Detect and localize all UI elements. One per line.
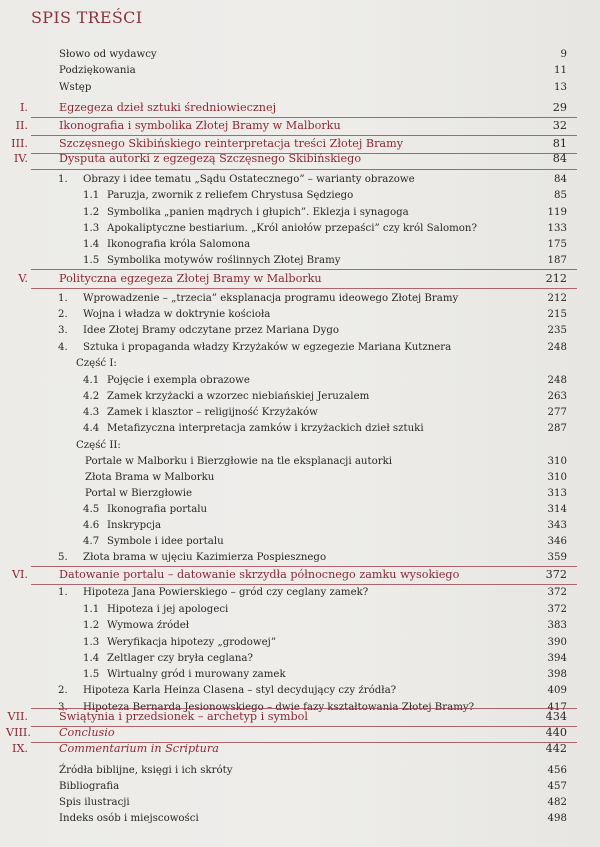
toc-label: Źródła biblijne, księgi i ich skróty (59, 765, 233, 776)
toc-page: 440 (545, 726, 567, 739)
toc-page: 85 (554, 190, 567, 201)
toc-page: 32 (552, 119, 567, 132)
toc-number: 4.1 (83, 375, 100, 386)
toc-label: Obrazy i idee tematu „Sądu Ostatecznego” – warianty obrazowe (83, 174, 415, 185)
toc-page: 287 (547, 423, 567, 434)
toc-number: 1.2 (83, 207, 100, 218)
toc-label: Sztuka i propaganda władzy Krzyżaków w egzegezie Mariana Kutznera (83, 342, 452, 353)
toc-label: Ikonografia króla Salomona (107, 239, 251, 250)
toc-label: Hipoteza Jana Powierskiego – gród czy ceglany zamek? (83, 587, 369, 598)
toc-number: 1. (58, 174, 68, 185)
toc-entry (0, 617, 600, 635)
toc-chapter (0, 566, 600, 584)
toc-label: Złota Brama w Malborku (85, 472, 215, 483)
toc-page: 277 (547, 407, 567, 418)
toc-label: Podziękowania (59, 65, 136, 76)
toc-number: 4. (58, 342, 68, 353)
toc-page: 11 (554, 65, 567, 76)
toc-number: 2. (58, 309, 68, 320)
chapter-number: V. (18, 272, 28, 285)
toc-page: 248 (547, 375, 567, 386)
chapter-number: I. (20, 101, 28, 114)
toc-page: 498 (547, 813, 567, 824)
chapter-title: Świątynia i przedsionek – archetyp i symbol (59, 710, 308, 723)
toc-label: Wojna i władza w doktrynie kościoła (83, 309, 271, 320)
toc-page: 13 (554, 82, 567, 93)
chapter-number: III. (11, 137, 28, 150)
toc-number: 1.3 (83, 223, 100, 234)
toc-number: 1.4 (83, 653, 100, 664)
toc-page: 310 (547, 472, 567, 483)
toc-label: Apokaliptyczne bestiarium. „Król aniołów przepaści” czy król Salomon? (107, 223, 477, 234)
toc-entry (0, 420, 600, 438)
toc-page: 9 (560, 49, 567, 60)
toc-page: 81 (552, 137, 567, 150)
toc-page: 409 (547, 685, 567, 696)
chapter-number: IV. (13, 152, 28, 165)
toc-number: 1.2 (83, 620, 100, 631)
toc-entry (0, 682, 600, 700)
chapter-number: VI. (11, 568, 28, 581)
toc-label: Pojęcie i exempla obrazowe (107, 375, 250, 386)
toc-label: Wstęp (59, 82, 92, 93)
toc-page: 346 (547, 536, 567, 547)
toc-entry (0, 584, 600, 602)
toc-entry (0, 322, 600, 340)
toc-entry (0, 549, 600, 567)
toc-number: 1.1 (83, 604, 100, 615)
toc-label: Portal w Bierzgłowie (85, 488, 193, 499)
toc-page: 442 (545, 742, 567, 755)
toc-number: 3. (58, 325, 68, 336)
divider (31, 169, 577, 170)
toc-label: Zamek i klasztor – religijność Krzyżaków (107, 407, 318, 418)
toc-number: 4.6 (83, 520, 100, 531)
toc-page: 434 (545, 710, 567, 723)
toc-label: Paruzja, zwornik z reliefem Chrystusa Sędziego (107, 190, 354, 201)
toc-label: Złota brama w ujęciu Kazimierza Pospiesznego (83, 552, 327, 563)
toc-label: Symbole i idee portalu (107, 536, 224, 547)
toc-page: 29 (552, 101, 567, 114)
toc-page: 133 (547, 223, 567, 234)
toc-page: 359 (547, 552, 567, 563)
toc-page: 456 (547, 765, 567, 776)
toc-page: 313 (547, 488, 567, 499)
toc-page: 310 (547, 456, 567, 467)
toc-page: 215 (547, 309, 567, 320)
chapter-title: Datowanie portalu – datowanie skrzydła północnego zamku wysokiego (59, 568, 460, 581)
toc-page: 119 (547, 207, 567, 218)
chapter-number: II. (15, 119, 28, 132)
toc-entry (0, 79, 600, 97)
toc-label: Hipoteza i jej apologeci (107, 604, 229, 615)
toc-entry (0, 187, 600, 205)
toc-page: 398 (547, 669, 567, 680)
toc-label: Hipoteza Karla Heinza Clasena – styl decydujący czy źródła? (83, 685, 397, 696)
toc-page: 372 (547, 604, 567, 615)
toc-page: 84 (554, 174, 567, 185)
toc-page: 175 (547, 239, 567, 250)
toc-chapter (0, 740, 600, 758)
chapter-title: Ikonografia i symbolika Złotej Bramy w Malborku (59, 119, 341, 132)
toc-number: 1. (58, 293, 68, 304)
part-heading (0, 355, 600, 373)
toc-page: 394 (547, 653, 567, 664)
divider (31, 288, 577, 289)
toc-page: 212 (545, 272, 567, 285)
chapter-title: Commentarium in Scriptura (59, 742, 219, 755)
toc-page: 372 (547, 587, 567, 598)
toc-entry (0, 252, 600, 270)
toc-label: Wirtualny gród i murowany zamek (107, 669, 286, 680)
toc-page: 314 (547, 504, 567, 515)
toc-number: 1.3 (83, 637, 100, 648)
toc-number: 1.5 (83, 669, 100, 680)
chapter-title: Conclusio (59, 726, 115, 739)
part-label: Część I: (76, 358, 117, 369)
chapter-title: Szczęsnego Skibińskiego reinterpretacja treści Złotej Bramy (59, 137, 404, 150)
toc-label: Spis ilustracji (59, 797, 130, 808)
toc-page: 187 (547, 255, 567, 266)
toc-number: 1.1 (83, 190, 100, 201)
toc-page: 84 (552, 152, 567, 165)
toc-label: Wymowa źródeł (107, 620, 190, 631)
toc-label: Zamek krzyżacki a wzorzec niebiańskiej Jeruzalem (107, 391, 370, 402)
toc-chapter (0, 99, 600, 117)
toc-number: 5. (58, 552, 68, 563)
toc-label: Zeltlager czy bryła ceglana? (107, 653, 253, 664)
toc-number: 4.5 (83, 504, 100, 515)
toc-number: 2. (58, 685, 68, 696)
chapter-title: Egzegeza dzieł sztuki średniowiecznej (59, 101, 277, 114)
toc-page: 372 (545, 568, 567, 581)
toc-page: 212 (547, 293, 567, 304)
toc-page: 383 (547, 620, 567, 631)
toc-page: 248 (547, 342, 567, 353)
toc-page: 390 (547, 637, 567, 648)
toc-page: 263 (547, 391, 567, 402)
toc-chapter (0, 117, 600, 135)
toc-page: 235 (547, 325, 567, 336)
toc-label: Symbolika „panien mądrych i głupich”. Eklezja i synagoga (107, 207, 409, 218)
chapter-title: Polityczna egzegeza Złotej Bramy w Malborku (59, 272, 322, 285)
toc-label: Inskrypcja (107, 520, 162, 531)
toc-entry (0, 810, 600, 828)
toc-label: Metafizyczna interpretacja zamków i krzyżackich dzieł sztuki (107, 423, 424, 434)
part-label: Część II: (76, 440, 121, 451)
toc-label: Wprowadzenie – „trzecia” eksplanacja programu ideowego Złotej Bramy (83, 293, 459, 304)
toc-label: Słowo od wydawcy (59, 49, 157, 60)
toc-chapter (0, 150, 600, 168)
toc-label: Weryfikacja hipotezy „grodowej” (107, 637, 277, 648)
chapter-number: VIII. (6, 726, 31, 739)
toc-label: Ikonografia portalu (107, 504, 208, 515)
toc-number: 4.7 (83, 536, 100, 547)
toc-number: 1.5 (83, 255, 100, 266)
toc-entry (0, 62, 600, 80)
toc-number: 4.4 (83, 423, 100, 434)
toc-label: Indeks osób i miejscowości (59, 813, 199, 824)
toc-label: Symbolika motywów roślinnych Złotej Bramy (107, 255, 341, 266)
toc-label: Idee Złotej Bramy odczytane przez Mariana Dygo (83, 325, 339, 336)
toc-number: 1.4 (83, 239, 100, 250)
toc-page: 457 (547, 781, 567, 792)
page-title: SPIS TREŚCI (31, 8, 143, 27)
toc-label: Bibliografia (59, 781, 120, 792)
toc-chapter (0, 270, 600, 288)
toc-number: 4.2 (83, 391, 100, 402)
toc-page: 482 (547, 797, 567, 808)
toc-page: 343 (547, 520, 567, 531)
toc-number: 4.3 (83, 407, 100, 418)
chapter-number: VII. (7, 710, 28, 723)
toc-label: Portale w Malborku i Bierzgłowie na tle eksplanacji autorki (85, 456, 393, 467)
chapter-number: IX. (12, 742, 28, 755)
chapter-title: Dysputa autorki z egzegezą Szczęsnego Skibińskiego (59, 152, 362, 165)
toc-number: 1. (58, 587, 68, 598)
